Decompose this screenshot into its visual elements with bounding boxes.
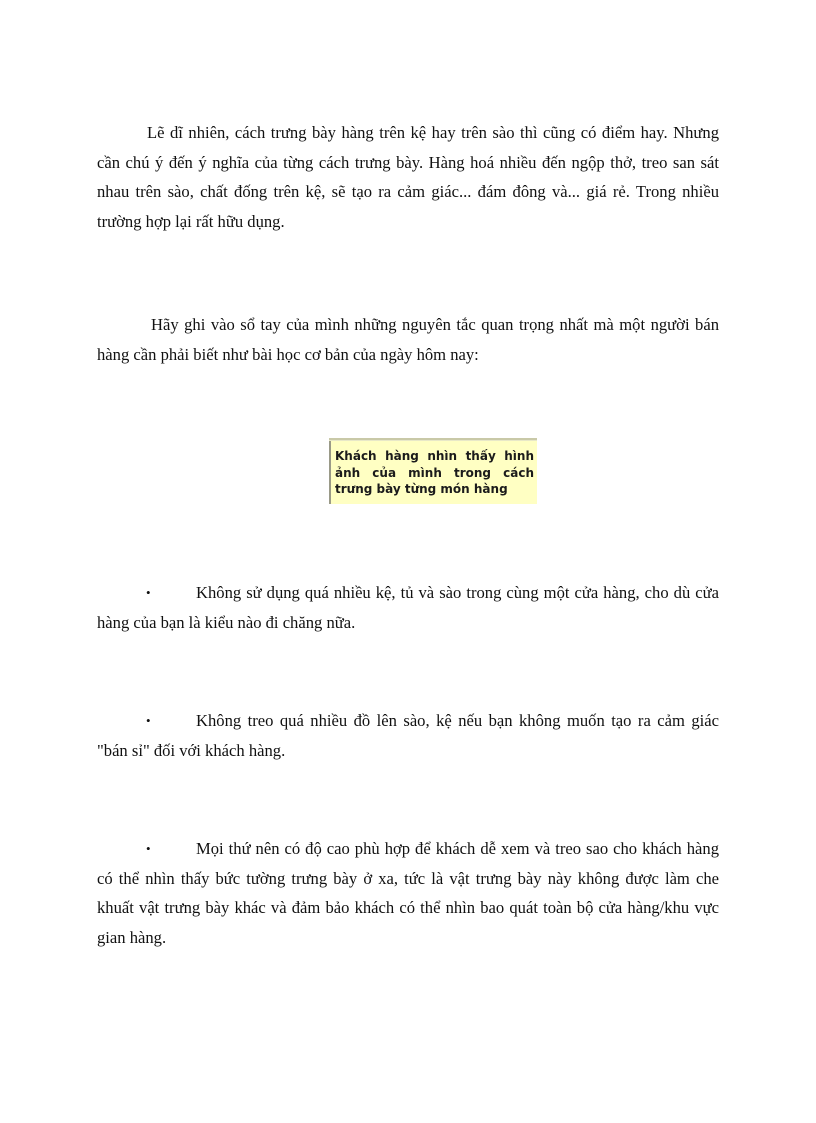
bullet-text: Không treo quá nhiều đồ lên sào, kệ nếu bạn không muốn tạo ra cảm giác "bán sỉ" đối với khách hàng. <box>97 711 719 760</box>
paragraph-intro: Lẽ dĩ nhiên, cách trưng bày hàng trên kệ hay trên sào thì cũng có điểm hay. Nhưng cần chú ý đến ý nghĩa của từng cách trưng bày. Hàng hoá nhiều đến ngộp thở, treo san sát nhau trên sào, chất đống trên kệ, sẽ tạo ra cảm giác... đám đông và... giá rẻ. Trong nhiều trường hợp lại rất hữu dụng. <box>97 123 719 231</box>
bullet-item <box>97 578 719 637</box>
bullet-text: Không sử dụng quá nhiều kệ, tủ và sào trong cùng một cửa hàng, cho dù cửa hàng của bạn là kiểu nào đi chăng nữa. <box>97 583 719 632</box>
bullet-dot-icon: • <box>146 713 151 728</box>
bullet-item <box>97 834 719 952</box>
callout-box <box>329 438 537 504</box>
bullet-item <box>97 706 719 765</box>
paragraph-notebook-instruction: Hãy ghi vào sổ tay của mình những nguyên tắc quan trọng nhất mà một người bán hàng cần phải biết như bài học cơ bản của ngày hôm nay: <box>97 315 719 364</box>
bullet-dot-icon: • <box>146 841 151 856</box>
callout-line: ảnh của mình trong cách <box>335 465 534 480</box>
bullet-text: Mọi thứ nên có độ cao phù hợp để khách dễ xem và treo sao cho khách hàng có thể nhìn thấy bức tường trưng bày ở xa, tức là vật trưng bày này không được làm che khuất vật trưng bày khác và đảm bảo khách có thể nhìn bao quát toàn bộ cửa hàng/khu vực gian hàng. <box>97 839 719 947</box>
callout-line: trưng bày từng món hàng <box>335 482 508 496</box>
callout-line: Khách hàng nhìn thấy hình <box>335 449 534 463</box>
bullet-dot-icon: • <box>146 585 151 600</box>
